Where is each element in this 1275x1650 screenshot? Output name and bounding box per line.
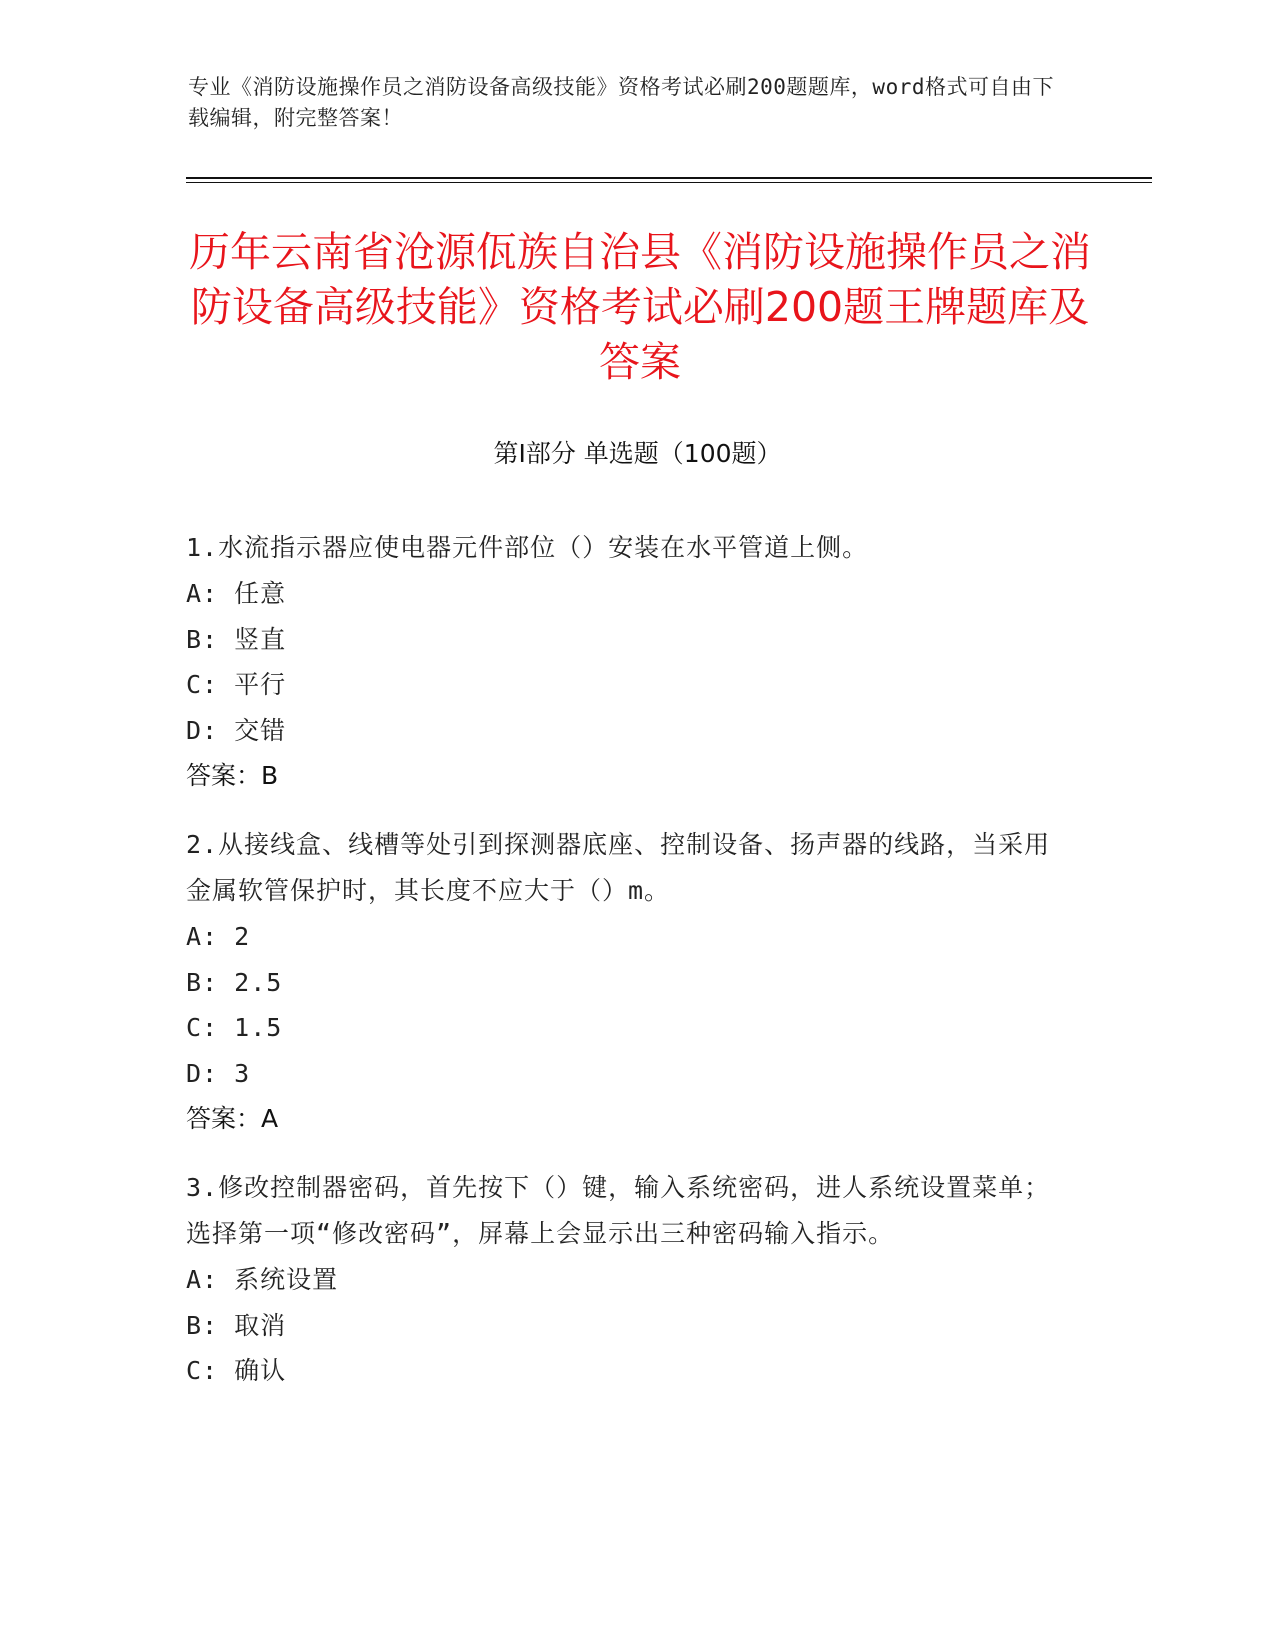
question-stem: 1.水流指示器应使电器元件部位（）安装在水平管道上侧。 — [186, 533, 869, 562]
option-b: B: 2.5 — [186, 967, 283, 997]
option-d: D: 交错 — [186, 715, 287, 745]
option-b: B: 取消 — [186, 1310, 287, 1340]
question-stem: 3.修改控制器密码，首先按下（）键，输入系统密码，进人系统设置菜单；选择第一项“修改密码”，屏幕上会显示出三种密码输入指示。 — [186, 1173, 1051, 1248]
document-title: 历年云南省沧源佤族自治县《消防设施操作员之消防设备高级技能》资格考试必刷200题王牌题库及答案 — [189, 228, 1091, 386]
option-a: A: 2 — [186, 922, 251, 951]
option-b: B: 竖直 — [186, 624, 287, 654]
section-heading: 第Ⅰ部分 单选题（100题） — [493, 439, 782, 468]
question-stem: 2.从接线盒、线槽等处引到探测器底座、控制设备、扬声器的线路，当采用金属软管保护时，其长度不应大于（）m。 — [186, 830, 1051, 905]
option-c: C: 平行 — [186, 670, 287, 699]
option-d: D: 3 — [186, 1058, 251, 1088]
option-c: C: 确认 — [186, 1356, 287, 1385]
option-c: C: 1.5 — [186, 1013, 283, 1042]
question-1 — [186, 525, 1056, 799]
question-2 — [186, 822, 1056, 1142]
header-divider-thick — [186, 177, 1152, 179]
option-a: A: 系统设置 — [186, 1265, 339, 1294]
option-a: A: 任意 — [186, 579, 287, 608]
question-answer: 答案：A — [186, 1104, 279, 1133]
question-answer: 答案：B — [186, 761, 279, 790]
question-list — [186, 525, 1056, 1417]
header-divider-thin — [186, 182, 1152, 183]
header-note: 专业《消防设施操作员之消防设备高级技能》资格考试必刷200题题库，word格式可自由下载编辑，附完整答案！ — [188, 75, 1054, 130]
question-3 — [186, 1165, 1056, 1394]
